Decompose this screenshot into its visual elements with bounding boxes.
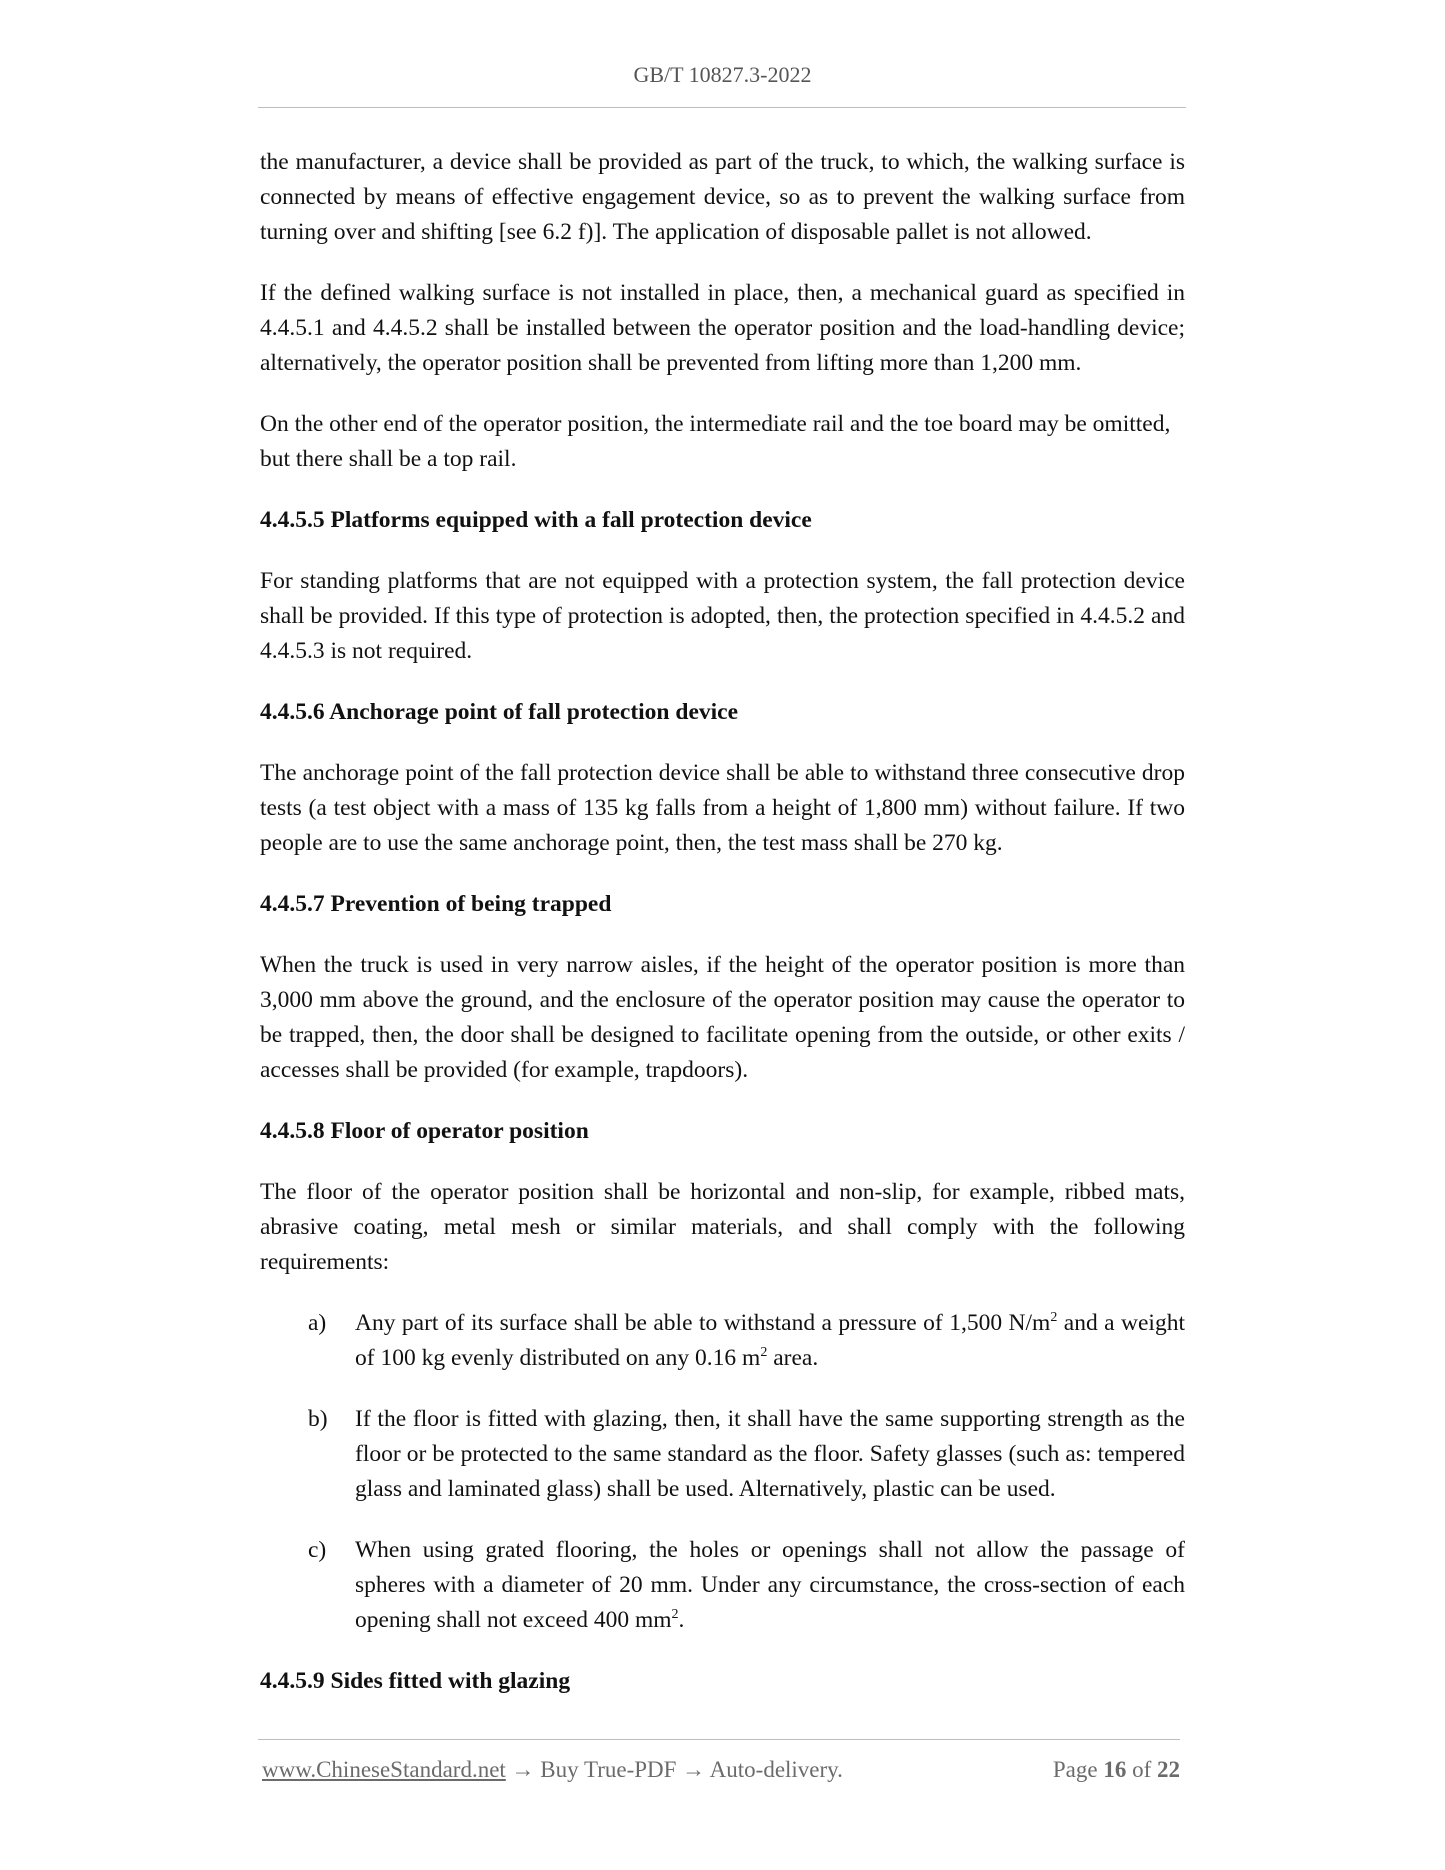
paragraph-top-rail: On the other end of the operator position, the intermediate rail and the toe board may be omitted, but there shall be a top rail. (260, 411, 1171, 472)
website-link[interactable]: www.ChineseStandard.net (262, 1757, 506, 1782)
superscript: 2 (760, 1345, 768, 1361)
section-heading-4-4-5-9: 4.4.5.9 Sides fitted with glazing (260, 1668, 571, 1694)
total-pages-number: 22 (1157, 1757, 1180, 1782)
list-item-a-text-2: and a weight of 100 kg evenly distributed on any 0.16 m (355, 1310, 1185, 1371)
section-heading-4-4-5-8: 4.4.5.8 Floor of operator position (260, 1118, 589, 1144)
list-item-a (260, 1306, 1185, 1376)
paragraph-trapped-prevention: When the truck is used in very narrow aisles, if the height of the operator position is more than 3,000 mm above the ground, and the enclosure of the operator position may cause the operator to be trapped, then, the door shall be designed to facilitate opening from the outside, or other exits / accesses shall be provided (for example, trapdoors). (260, 952, 1185, 1083)
superscript: 2 (671, 1607, 679, 1623)
list-marker-b: b) (308, 1406, 328, 1432)
of-label: of (1132, 1757, 1152, 1782)
section-heading-4-4-5-7: 4.4.5.7 Prevention of being trapped (260, 891, 612, 917)
list-item-c-text-1: When using grated flooring, the holes or openings shall not allow the passage of spheres with a diameter of 20 mm. Under any circumstance, the cross-section of each opening shall not exceed 400 mm (355, 1537, 1185, 1633)
list-marker-a: a) (308, 1310, 327, 1336)
list-item-a-text-1: Any part of its surface shall be able to withstand a pressure of 1,500 N/m (355, 1310, 1051, 1336)
list-item-a-text-3: area. (767, 1345, 819, 1371)
superscript: 2 (1050, 1310, 1058, 1326)
page-label: Page (1052, 1757, 1098, 1782)
list-item-b (260, 1402, 1185, 1507)
list-item-b-text: If the floor is fitted with glazing, then, it shall have the same supporting strength as the floor or be protected to the same standard as the floor. Safety glasses (such as: tempered glass and laminated glass) shall be used. Alternatively, plastic can be used. (355, 1406, 1185, 1502)
document-body (260, 145, 1185, 1725)
paragraph-walking-surface: If the defined walking surface is not installed in place, then, a mechanical guard as specified in 4.4.5.1 and 4.4.5.2 shall be installed between the operator position and the load-handling device; alternatively, the operator position shall be prevented from lifting more than 1,200 mm. (260, 280, 1185, 376)
footer-promo (262, 1757, 843, 1783)
list-item-c (260, 1533, 1185, 1638)
section-heading-4-4-5-5: 4.4.5.5 Platforms equipped with a fall protection device (260, 507, 812, 533)
page-indicator (1053, 1757, 1180, 1783)
page-header-title: GB/T 10827.3-2022 (633, 62, 812, 87)
paragraph-floor-requirements: The floor of the operator position shall be horizontal and non-slip, for example, ribbed mats, abrasive coating, metal mesh or similar materials, and shall comply with the following requirements: (260, 1179, 1185, 1275)
footer-promo-text: → Buy True-PDF → Auto-delivery. (505, 1757, 843, 1782)
paragraph-anchorage-point: The anchorage point of the fall protection device shall be able to withstand three consecutive drop tests (a test object with a mass of 135 kg falls from a height of 1,800 mm) without failure. If two people are to use the same anchorage point, then, the test mass shall be 270 kg. (260, 760, 1185, 856)
current-page-number: 16 (1103, 1757, 1127, 1782)
header-divider (258, 107, 1186, 108)
footer-divider (258, 1739, 1180, 1740)
list-item-c-text-2: . (678, 1607, 685, 1633)
paragraph-fall-protection: For standing platforms that are not equipped with a protection system, the fall protection device shall be provided. If this type of protection is adopted, then, the protection specified in 4.4.5.2 and 4.4.5.3 is not required. (260, 568, 1185, 664)
section-heading-4-4-5-6: 4.4.5.6 Anchorage point of fall protection device (260, 699, 739, 725)
list-marker-c: c) (308, 1537, 327, 1563)
paragraph-continuation: the manufacturer, a device shall be provided as part of the truck, to which, the walking surface is connected by means of effective engagement device, so as to prevent the walking surface from turning over and shifting [see 6.2 f)]. The application of disposable pallet is not allowed. (260, 149, 1185, 245)
